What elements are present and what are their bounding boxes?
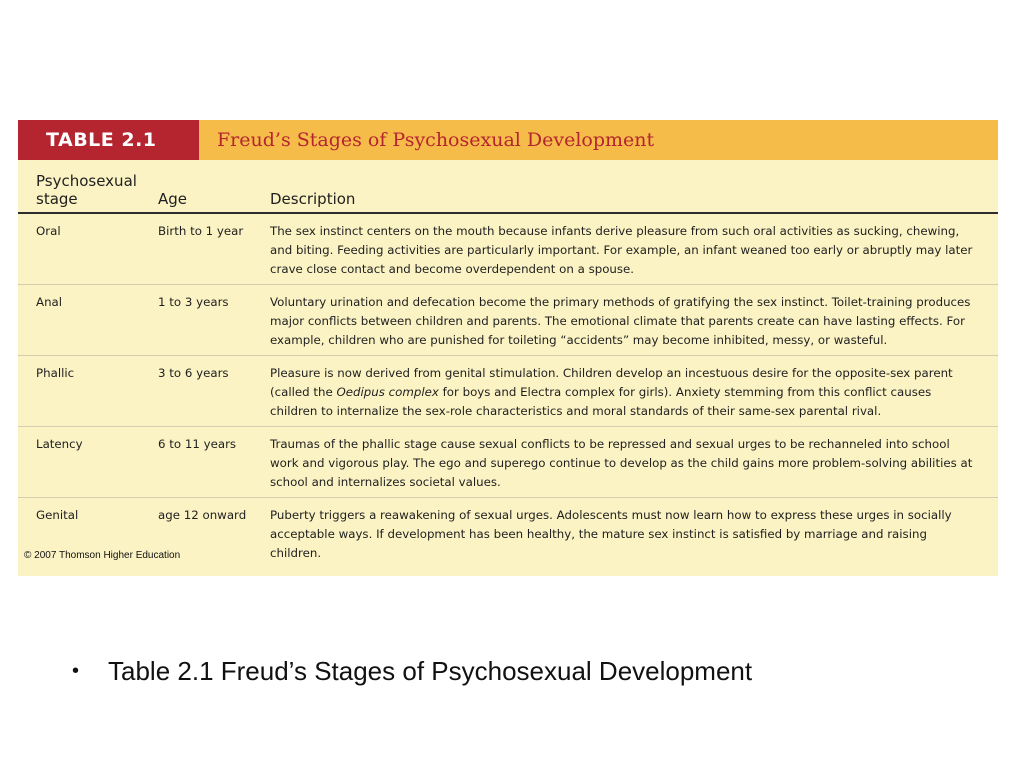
age-cell: age 12 onward [158,508,247,522]
psychosexual-table [18,120,998,576]
age-cell: 3 to 6 years [158,366,229,380]
age-cell: 6 to 11 years [158,437,237,451]
header-description: Description [270,190,356,208]
bullet-item [72,656,752,687]
description-italic: Oedipus complex [336,385,439,399]
age-cell: Birth to 1 year [158,224,244,238]
table-body [18,160,998,576]
table-row [18,356,998,427]
bullet-text: Table 2.1 Freud’s Stages of Psychosexual Development [108,656,753,686]
column-headers [18,160,998,214]
description-cell [270,364,998,421]
stage-cell: Genital [36,508,79,522]
table-row [18,427,998,498]
description-cell: Puberty triggers a reawakening of sexual urges. Adolescents must now learn how to express these urges in socially acceptable ways. If development has been healthy, the mature sex instinct is satisfied by marriage and raising children. [270,508,952,560]
description-cell: Voluntary urination and defecation become the primary methods of gratifying the sex instinct. Toilet-training produces major conflicts between children and parents. The emotional climate that parents create can have lasting effects. For example, children who are punished for toileting “accidents” may become inhibited, messy, or wasteful. [270,295,971,347]
table-title: Freud’s Stages of Psychosexual Development [199,120,998,160]
stage-cell: Oral [36,224,61,238]
stage-cell: Phallic [36,366,75,380]
header-age: Age [158,190,188,208]
age-cell: 1 to 3 years [158,295,229,309]
description-text: Pleasure is now derived from genital stimulation. Children develop an incestuous desire for the opposite-sex parent (called the [270,366,953,399]
stage-cell: Latency [36,437,83,451]
description-cell: Traumas of the phallic stage cause sexual conflicts to be repressed and sexual urges to be rechanneled into school work and vigorous play. The ego and superego continue to develop as the child gains more problem-solving abilities at school and internalizes societal values. [270,437,973,489]
stage-cell: Anal [36,295,63,309]
table-row [18,214,998,285]
table-number: TABLE 2.1 [18,120,199,160]
copyright-notice: © 2007 Thomson Higher Education [24,550,181,561]
table-row [18,498,998,576]
table-row [18,285,998,356]
description-text: for boys and Electra complex for girls). Anxiety stemming from this conflict causes children to internalize the sex-role characteristics and moral standards of their same-sex parental rival. [270,385,932,418]
description-cell: The sex instinct centers on the mouth because infants derive pleasure from such oral activities as sucking, chewing, and biting. Feeding activities are particularly important. For example, an infant weaned too early or abruptly may later crave close contact and become overdependent on a spouse. [270,224,973,276]
header-stage: Psychosexual stage [36,172,137,208]
table-header-bar [18,120,998,160]
bullet-symbol: • [72,660,80,682]
